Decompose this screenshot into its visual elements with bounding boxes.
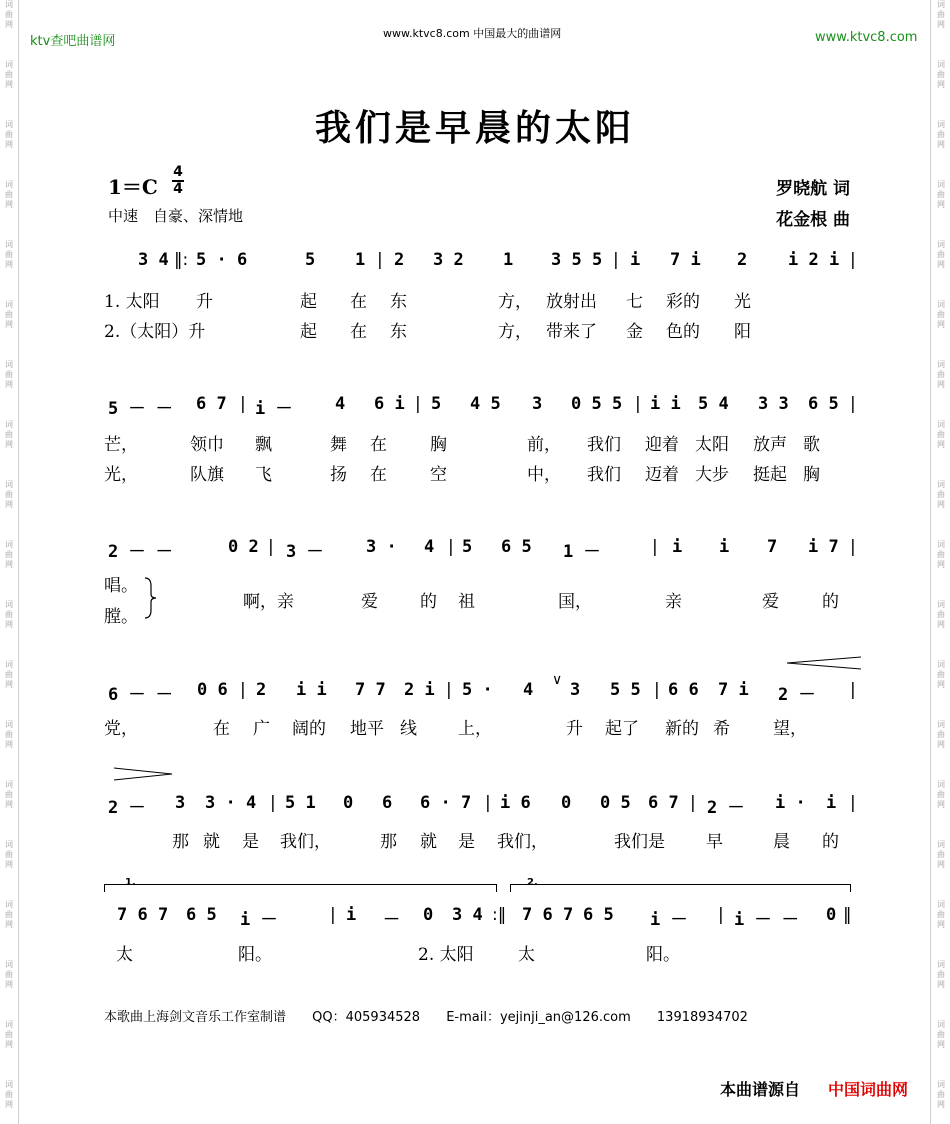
volta-1-number: 1. — [125, 877, 136, 888]
volta-1-start — [104, 884, 105, 892]
watermark-text: 词 曲 网 — [5, 900, 13, 929]
lyric: 金 — [626, 322, 643, 342]
lyric: 膛。 — [104, 607, 138, 627]
note-group: 5 1 — [285, 793, 316, 813]
lyric: 的 — [420, 592, 437, 612]
song-title: 我们是早晨的太阳 — [314, 107, 635, 149]
lyric: 党， — [104, 719, 138, 739]
note-group: 7 7 — [355, 680, 386, 700]
watermark-text: 词 曲 网 — [937, 1080, 945, 1109]
note-group: i — [346, 905, 357, 925]
note-group: 0 2 — [228, 537, 259, 557]
lyric: 我们， — [280, 832, 331, 852]
barline: | — [850, 537, 856, 557]
watermark-text: 词 曲 网 — [937, 1020, 945, 1049]
barline: | — [240, 394, 246, 414]
note-group: i — [672, 537, 683, 557]
lyric: 挺起 — [753, 465, 787, 485]
note-group: i i — [296, 680, 327, 700]
lyric: 晨 — [773, 832, 790, 852]
watermark-text: 词 曲 网 — [937, 360, 945, 389]
lyric: 广 — [253, 719, 270, 739]
note-group: 6 7 — [196, 394, 227, 414]
barline: | — [330, 905, 336, 925]
lyric: 我们是 — [614, 832, 665, 852]
watermark-text: 词 曲 网 — [937, 120, 945, 149]
repeat-start: ‖: — [174, 250, 189, 270]
lyric: 国， — [558, 592, 592, 612]
lyric: 新的 — [665, 719, 699, 739]
note-group: 6 6 — [668, 680, 699, 700]
lyric: 舞 — [330, 435, 347, 455]
lyric: 太 — [518, 945, 535, 965]
footer-credits — [104, 1006, 770, 1025]
lyric: 空 — [430, 465, 447, 485]
lyric: 在 — [370, 435, 387, 455]
watermark-text: 词 曲 网 — [937, 840, 945, 869]
watermark-text: 词 曲 网 — [937, 60, 945, 89]
note-group: 3 5 5 — [551, 250, 603, 270]
lyric: 升 — [196, 292, 213, 312]
barline: | — [850, 250, 856, 270]
note-group: 2 — [394, 250, 405, 270]
lyric: 迈着 — [645, 465, 679, 485]
note-group: 5 5 — [610, 680, 641, 700]
lyric: 东 — [390, 292, 407, 312]
lyric: 芒， — [104, 435, 138, 455]
lyric: 中， — [527, 465, 561, 485]
note-group: 6 5 — [808, 394, 839, 414]
note-group: i － — [650, 910, 688, 930]
notation-row-2 — [0, 394, 950, 424]
notation-row-3 — [0, 537, 950, 567]
verse-brace — [142, 576, 158, 620]
note-group: i · — [775, 793, 806, 813]
note-group: 0 — [423, 905, 434, 925]
lyric: 2. 太阳 — [418, 945, 474, 965]
lyric: 是 — [242, 832, 259, 852]
lyric: 起了 — [605, 719, 639, 739]
note-group: 5 · 6 — [196, 250, 248, 270]
lyric: 阔的 — [292, 719, 326, 739]
lyric: 爱 — [361, 592, 378, 612]
note-group: 0 5 — [600, 793, 631, 813]
watermark-text: 词 曲 网 — [937, 600, 945, 629]
lyric: 东 — [390, 322, 407, 342]
note-group: 1 — [503, 250, 514, 270]
note-group: － — [383, 910, 400, 930]
lyric: 在 — [350, 322, 367, 342]
watermark-text: 词 曲 网 — [5, 240, 13, 269]
volta-2-line — [510, 884, 850, 885]
barline: | — [613, 250, 619, 270]
watermark-text: 词 曲 网 — [5, 480, 13, 509]
note-group: 3 4 — [138, 250, 169, 270]
note-group: 2 － — [707, 798, 745, 818]
note-group: 5 4 — [698, 394, 729, 414]
note-group: i － — [240, 910, 278, 930]
breath-mark: ∨ — [552, 672, 563, 688]
studio-credit: 本歌曲上海剑文音乐工作室制谱 — [104, 1010, 287, 1025]
note-group: 2 － — [108, 798, 146, 818]
watermark-text: 词 曲 网 — [5, 540, 13, 569]
header-center-text[interactable]: www.ktvc8.com 中国最大的曲谱网 — [383, 27, 562, 40]
composer: 花金根 曲 — [776, 210, 850, 230]
watermark-text: 词 曲 网 — [937, 240, 945, 269]
email-contact[interactable]: E-mail：yejinji_an@126.com — [446, 1010, 631, 1025]
lyric: 的 — [822, 832, 839, 852]
lyric: 我们 — [587, 465, 621, 485]
volta-1-line — [104, 884, 496, 885]
watermark-text: 词 曲 网 — [5, 660, 13, 689]
note-group: 4 — [424, 537, 435, 557]
note-group: 3 — [175, 793, 186, 813]
watermark-text: 词 曲 网 — [937, 420, 945, 449]
key-signature: 1＝C — [108, 175, 158, 199]
decrescendo-mark — [112, 766, 174, 782]
note-group: 6 · 7 — [420, 793, 472, 813]
note-group: 2 － — [778, 685, 816, 705]
note-group: 6 7 — [648, 793, 679, 813]
lyric: 太阳 — [695, 435, 729, 455]
lyric: 希 — [713, 719, 730, 739]
barline: | — [485, 793, 491, 813]
note-group: 0 6 — [197, 680, 228, 700]
note-group: 3 · 4 — [205, 793, 257, 813]
crescendo-mark — [785, 655, 863, 671]
lyric: 祖 — [458, 592, 475, 612]
lyric: 方， — [498, 292, 532, 312]
volta-2-end — [850, 884, 851, 892]
barline: | — [377, 250, 383, 270]
lyric: 升 — [566, 719, 583, 739]
note-group: 7 — [767, 537, 778, 557]
barline: | — [415, 394, 421, 414]
watermark-text: 词 曲 网 — [5, 120, 13, 149]
barline: | — [268, 537, 274, 557]
lyric: 太 — [116, 945, 133, 965]
time-bottom: 4 — [173, 181, 183, 197]
lyric: 阳。 — [646, 945, 680, 965]
lyric: 飞 — [255, 465, 272, 485]
lyric: 亲 — [665, 592, 682, 612]
watermark-text: 词 曲 网 — [937, 720, 945, 749]
watermark-text: 词 曲 网 — [937, 180, 945, 209]
note-group: 7 i — [718, 680, 749, 700]
barline: | — [718, 905, 724, 925]
note-group: i 7 — [808, 537, 839, 557]
barline: | — [654, 680, 660, 700]
watermark-text: 词 曲 网 — [5, 0, 13, 29]
lyric: 队旗 — [190, 465, 224, 485]
barline: | — [690, 793, 696, 813]
watermark-text: 词 曲 网 — [5, 180, 13, 209]
lyric: 就 — [420, 832, 437, 852]
note-group: 0 5 5 — [571, 394, 623, 414]
note-group: 3 — [570, 680, 581, 700]
time-signature — [172, 165, 184, 197]
note-group: i — [719, 537, 730, 557]
lyric: 那 — [172, 832, 189, 852]
lyricist: 罗晓航 词 — [776, 179, 850, 199]
note-group: 6 i — [374, 394, 405, 414]
note-group: 5 — [431, 394, 442, 414]
note-group: i － — [255, 399, 293, 419]
note-group: 3 — [532, 394, 543, 414]
volta-2-start — [510, 884, 511, 892]
lyric: 起 — [300, 322, 317, 342]
lyric: 早 — [706, 832, 723, 852]
note-group: 7 6 7 — [117, 905, 169, 925]
note-group: 7 i — [670, 250, 701, 270]
note-group: i — [826, 793, 837, 813]
lyric: 在 — [213, 719, 230, 739]
lyric: 1. 太阳 — [104, 292, 160, 312]
lyric: 大步 — [695, 465, 729, 485]
note-group: 4 — [523, 680, 534, 700]
watermark-text: 词 曲 网 — [5, 780, 13, 809]
lyric: 2.（太阳）升 — [104, 322, 206, 342]
note-group: 5 － － — [108, 399, 173, 419]
note-group: 3 3 — [758, 394, 789, 414]
barline: | — [446, 680, 452, 700]
note-group: 3 2 — [433, 250, 464, 270]
note-group: 2 i — [404, 680, 435, 700]
lyric: 就 — [203, 832, 220, 852]
lyric: 是 — [458, 832, 475, 852]
lyric: 放射出 — [546, 292, 597, 312]
watermark-text: 词 曲 网 — [5, 960, 13, 989]
final-barline: ‖ — [843, 905, 852, 925]
header-right-site[interactable]: www.ktvc8.com — [815, 30, 918, 45]
watermark-text: 词 曲 网 — [5, 840, 13, 869]
note-group: 5 · — [462, 680, 493, 700]
note-group: i — [630, 250, 641, 270]
lyric: 起 — [300, 292, 317, 312]
lyric: 飘 — [255, 435, 272, 455]
note-group: i 2 i — [788, 250, 840, 270]
note-group: 5 — [305, 250, 316, 270]
lyric: 光， — [104, 465, 138, 485]
lyric: 带来了 — [546, 322, 597, 342]
note-group: 3 · — [366, 537, 397, 557]
lyric: 爱 — [762, 592, 779, 612]
lyric: 阳 — [734, 322, 751, 342]
watermark-text: 词 曲 网 — [5, 600, 13, 629]
source-site-link[interactable]: 中国词曲网 — [828, 1080, 909, 1099]
watermark-text: 词 曲 网 — [5, 720, 13, 749]
lyric: 阳。 — [238, 945, 272, 965]
lyric: 彩的 — [666, 292, 700, 312]
note-group: 6 — [382, 793, 393, 813]
note-group: 2 － － — [108, 542, 173, 562]
lyric: 胸 — [803, 465, 820, 485]
note-group: 0 — [826, 905, 837, 925]
barline: | — [850, 680, 856, 700]
watermark-text: 词 曲 网 — [937, 960, 945, 989]
lyric: 胸 — [430, 435, 447, 455]
lyric: 迎着 — [645, 435, 679, 455]
note-group: i 6 — [500, 793, 531, 813]
notation-row-1 — [0, 250, 950, 280]
lyric: 地平 — [350, 719, 384, 739]
lyric: 在 — [370, 465, 387, 485]
volta-2-number: 2. — [527, 877, 538, 888]
note-group: 6 5 — [186, 905, 217, 925]
note-group: 5 — [462, 537, 473, 557]
barline: | — [652, 537, 658, 557]
lyric: 唱。 — [104, 576, 138, 596]
time-top: 4 — [173, 164, 183, 180]
watermark-text: 词 曲 网 — [937, 900, 945, 929]
watermark-text: 词 曲 网 — [5, 300, 13, 329]
watermark-text: 词 曲 网 — [5, 360, 13, 389]
lyric: 那 — [380, 832, 397, 852]
barline: | — [850, 793, 856, 813]
lyric: 望， — [773, 719, 807, 739]
notation-row-5 — [0, 793, 950, 823]
repeat-end: :‖ — [492, 905, 507, 925]
qq-contact: QQ：405934528 — [312, 1010, 421, 1025]
lyric: 扬 — [330, 465, 347, 485]
lyric: 啊，亲 — [243, 592, 294, 612]
lyric: 放声 — [753, 435, 787, 455]
note-group: 6 5 — [583, 905, 614, 925]
lyric: 歌 — [803, 435, 820, 455]
lyric: 我们， — [497, 832, 548, 852]
note-group: i － － — [734, 910, 799, 930]
barline: | — [448, 537, 454, 557]
note-group: 1 — [355, 250, 366, 270]
lyric: 前， — [527, 435, 561, 455]
phone-contact: 13918934702 — [656, 1010, 748, 1025]
note-group: 0 — [561, 793, 572, 813]
note-group: 4 — [335, 394, 346, 414]
source-label: 本曲谱源自 — [720, 1080, 801, 1099]
lyric: 在 — [350, 292, 367, 312]
barline: | — [240, 680, 246, 700]
watermark-text: 词 曲 网 — [937, 480, 945, 509]
lyric: 领巾 — [190, 435, 224, 455]
lyric: 上， — [458, 719, 492, 739]
lyric: 色的 — [666, 322, 700, 342]
lyric: 光 — [734, 292, 751, 312]
lyric: 的 — [822, 592, 839, 612]
note-group: 6 5 — [501, 537, 532, 557]
note-group: 4 5 — [470, 394, 501, 414]
watermark-text: 词 曲 网 — [937, 540, 945, 569]
header-left-site[interactable]: ktv查吧曲谱网 — [30, 34, 116, 49]
note-group: 7 6 7 — [522, 905, 574, 925]
watermark-text: 词 曲 网 — [5, 1080, 13, 1109]
lyric: 我们 — [587, 435, 621, 455]
note-group: 2 — [256, 680, 267, 700]
lyric: 线 — [400, 719, 417, 739]
watermark-text: 词 曲 网 — [5, 420, 13, 449]
note-group: i i — [650, 394, 681, 414]
lyric: 方， — [498, 322, 532, 342]
watermark-text: 词 曲 网 — [937, 660, 945, 689]
volta-1-end — [496, 884, 497, 892]
note-group: 0 — [343, 793, 354, 813]
note-group: 3 4 — [452, 905, 483, 925]
watermark-text: 词 曲 网 — [937, 0, 945, 29]
barline: | — [635, 394, 641, 414]
lyric: 七 — [626, 292, 643, 312]
watermark-text: 词 曲 网 — [937, 780, 945, 809]
barline: | — [270, 793, 276, 813]
barline: | — [850, 394, 856, 414]
note-group: 2 — [737, 250, 748, 270]
note-group: 1 － — [563, 542, 601, 562]
tempo-marking: 中速 自豪、深情地 — [108, 207, 244, 225]
watermark-text: 词 曲 网 — [5, 60, 13, 89]
note-group: 6 － － — [108, 685, 173, 705]
watermark-text: 词 曲 网 — [937, 300, 945, 329]
notation-row-6 — [0, 905, 950, 935]
watermark-text: 词 曲 网 — [5, 1020, 13, 1049]
note-group: 3 － — [286, 542, 324, 562]
